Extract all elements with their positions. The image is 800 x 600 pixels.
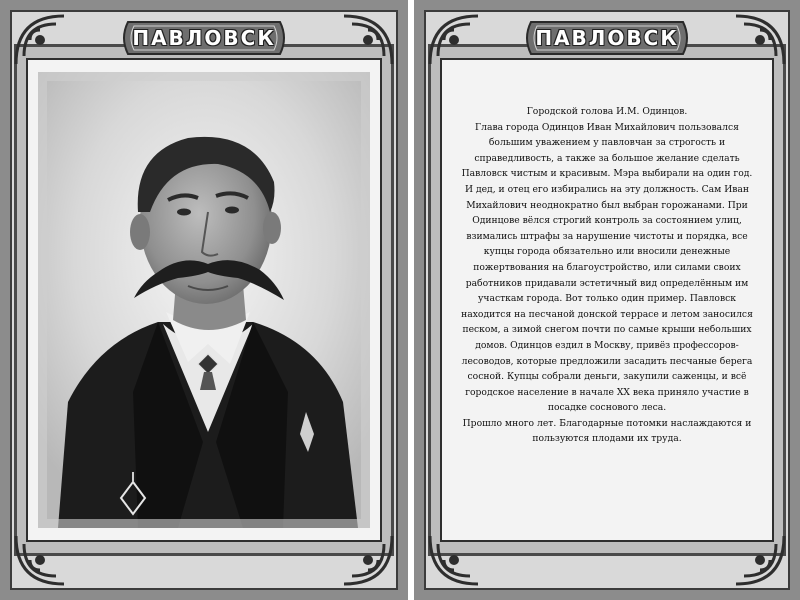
text-card [414, 0, 800, 600]
caption-paragraph: Городской голова И.М. Одинцов. [526, 106, 688, 117]
corner-ornament-icon [338, 10, 398, 70]
biography-text [458, 104, 756, 447]
corner-ornament-icon [730, 530, 790, 590]
corner-ornament-icon [10, 530, 70, 590]
closing-paragraph: Прошло много лет. Благодарные потомки наслаждаются и пользуются плодами их труда. [462, 417, 752, 445]
banner-title: ПАВЛОВСК [535, 26, 679, 50]
body-paragraph: Глава города Одинцов Иван Михайлович пользовался большим уважением у павловчан за строгость и справедливость, а также за большое желание сделать Павловск чистым и красивым. Мэра выбирали на один год. И дед, и отец его избирались на эту должность. Сам Иван Михайлович неоднократно был выбран горожанами. При Одинцове вёлся строгий контроль за состоянием улиц, взимались штрафы за нарушение чистоты и порядка, все купцы города обязательно или вносили денежные пожертвования на благоустройство, или силами своих работников придавали эстетичный вид определённым им участкам города. Вот только один пример. Павловск находится на песчаной донской террасе и летом заносился песком, а зимой снегом почти по самые крыши небольших домов. Одинцов ездил в Москву, привёз профессоров-лесоводов, которые предложили засадить песчаные берега сосной. Купцы собрали деньги, закупили саженцы, и всё городское население в начале XX века приняло участие в посадке соснового леса. [461, 121, 753, 414]
title-banner [521, 18, 693, 58]
portrait-photo [38, 72, 370, 528]
corner-ornament-icon [424, 530, 484, 590]
corner-ornament-icon [424, 10, 484, 70]
corner-ornament-icon [730, 10, 790, 70]
corner-ornament-icon [10, 10, 70, 70]
banner-title: ПАВЛОВСК [132, 26, 276, 50]
corner-ornament-icon [338, 530, 398, 590]
title-banner [118, 18, 290, 58]
